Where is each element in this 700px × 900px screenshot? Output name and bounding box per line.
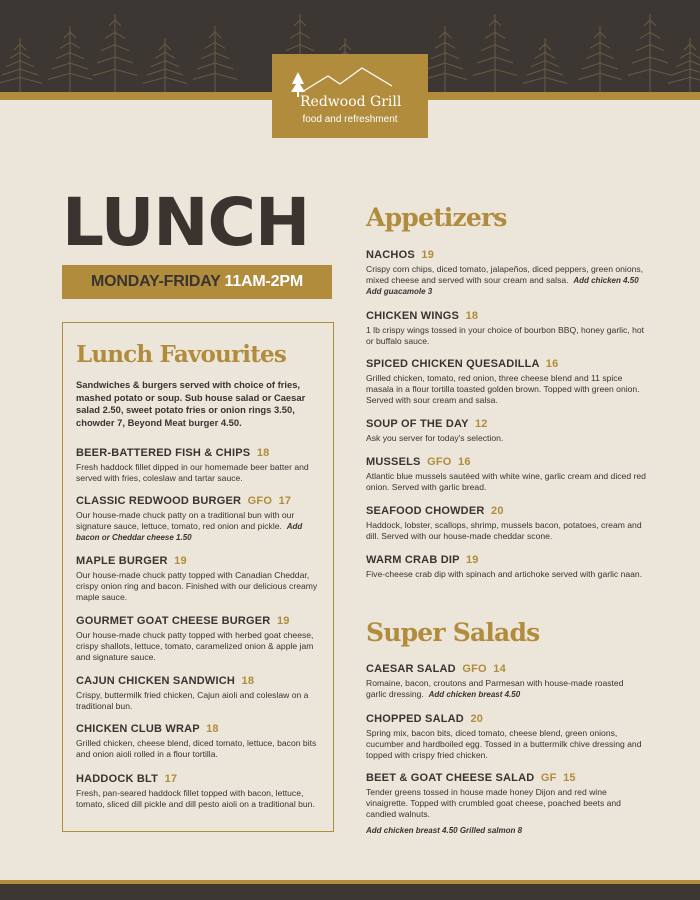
menu-item-description (76, 788, 326, 810)
menu-item-description-text: Romaine, bacon, croutons and Parmesan with house-made roasted garlic dressing. (366, 678, 624, 700)
menu-item-description-text: Fresh, pan-seared haddock fillet topped with bacon, lettuce, tomato, sliced dill pickle and dill pesto aioli on a traditional bun. (76, 788, 315, 810)
menu-item-description (76, 462, 326, 484)
menu-item-diet-tag: GFO (462, 663, 487, 675)
menu-item-description (76, 570, 326, 604)
menu-item-price: 17 (164, 773, 178, 785)
hours-days: MONDAY-FRIDAY (91, 273, 221, 290)
menu-item-description (76, 690, 326, 712)
menu-item (366, 418, 646, 444)
menu-item-heading (76, 447, 326, 459)
menu-item (366, 554, 646, 580)
menu-item-price: 19 (174, 555, 187, 567)
menu-item-description (366, 373, 646, 407)
menu-item-heading (76, 555, 326, 567)
menu-item-name: CLASSIC REDWOOD BURGER (76, 495, 242, 507)
menu-item-heading (366, 418, 646, 430)
menu-item-description (76, 510, 326, 544)
menu-item-description-text: Tender greens tossed in house made honey Dijon and red wine vinaigrette. Topped with crumbled goat cheese, poached beets and candied walnuts. (366, 787, 621, 820)
menu-item (76, 773, 326, 810)
menu-item-heading (366, 713, 646, 725)
menu-item-heading (366, 358, 646, 370)
menu-item (366, 663, 646, 700)
hours-time: 11AM-2PM (224, 273, 303, 290)
menu-item-diet-tag: GFO (427, 456, 452, 468)
menu-item-name: NACHOS (366, 249, 415, 261)
menu-item (76, 555, 326, 604)
menu-item-price: 17 (278, 495, 292, 507)
menu-item-price: 16 (458, 456, 471, 468)
menu-item-heading (76, 773, 326, 785)
menu-item-name: SEAFOOD CHOWDER (366, 505, 485, 517)
bottom-band (0, 884, 700, 900)
menu-item-description-text: Fresh haddock fillet dipped in our homemade beer batter and served with fries, coleslaw and tartar sauce. (76, 462, 309, 484)
menu-item-heading (366, 772, 646, 784)
menu-item-description-text: Atlantic blue mussels sautéed with white wine, garlic cream and diced red onion. Served with garlic bread. (366, 471, 646, 493)
menu-item (366, 249, 646, 298)
menu-item-name: WARM CRAB DIP (366, 554, 460, 566)
menu-item (76, 615, 326, 664)
menu-item-description (366, 433, 646, 444)
menu-item-price: 12 (474, 418, 488, 430)
menu-item-description-text: Our house-made chuck patty on a traditional bun with our signature sauce, lettuce, tomato, red onion and pickle. (76, 510, 295, 532)
menu-item-diet-tag: GFO (247, 495, 273, 507)
menu-item-description (366, 728, 646, 762)
menu-item-heading (366, 310, 646, 322)
menu-item-heading (76, 675, 326, 687)
menu-item-price: 18 (465, 310, 479, 322)
menu-item-description (366, 264, 646, 298)
menu-item-price: 15 (563, 772, 576, 784)
menu-item-description-text: 1 lb crispy wings tossed in your choice of bourbon BBQ, honey garlic, hot or buffalo sauce. (366, 325, 645, 347)
menu-item-addon: Add chicken 4.50 Add guacamole 3 (366, 276, 639, 297)
menu-item (366, 310, 646, 347)
menu-item-heading (76, 615, 326, 627)
menu-item-heading (366, 456, 646, 468)
menu-item-price: 14 (493, 663, 506, 675)
menu-item-heading (366, 554, 646, 566)
menu-item-price: 19 (276, 615, 290, 627)
page-title: LUNCH (62, 184, 310, 261)
menu-item-description-text: Crispy corn chips, diced tomato, jalapeños, diced peppers, green onions, mixed cheese and served with sour cream and salsa. (366, 264, 644, 286)
menu-item-description (366, 471, 646, 493)
menu-item-price: 18 (206, 723, 219, 735)
lunch-favourites-box (62, 322, 334, 832)
menu-item-heading (366, 505, 646, 517)
menu-item-price: 16 (545, 358, 559, 370)
menu-item (366, 456, 646, 493)
menu-item-description (366, 787, 646, 821)
menu-item-diet-tag: GF (540, 772, 557, 784)
menu-item-description (366, 325, 646, 347)
logo (272, 54, 428, 138)
menu-item-description (366, 569, 646, 580)
menu-item-name: GOURMET GOAT CHEESE BURGER (76, 615, 271, 627)
menu-item-heading (366, 663, 646, 675)
menu-item-price: 18 (256, 447, 270, 459)
salads-addon: Add chicken breast 4.50 Grilled salmon 8 (366, 826, 523, 835)
menu-item-heading (76, 495, 326, 507)
menu-item-description-text: Haddock, lobster, scallops, shrimp, mussels bacon, potatoes, cream and dill. Served with our house-made cheddar scone. (366, 520, 642, 542)
menu-item (76, 495, 326, 544)
menu-item-name: SOUP OF THE DAY (366, 418, 469, 430)
menu-item-description-text: Ask you server for today's selection. (366, 433, 504, 443)
menu-item (366, 713, 646, 762)
menu-item-name: MAPLE BURGER (76, 555, 168, 567)
menu-item-description-text: Spring mix, bacon bits, diced tomato, cheese blend, green onions, cucumber and hardboiled egg. Tossed in a buttermilk chive dressing and topped with crispy fried chicken. (366, 728, 642, 761)
menu-item (366, 772, 646, 821)
menu-item-description-text: Five-cheese crab dip with spinach and artichoke served with garlic naan. (366, 569, 643, 579)
menu-item-name: CAESAR SALAD (366, 663, 456, 675)
menu-item-price: 19 (465, 554, 479, 566)
section-title-salads: Super Salads (366, 618, 540, 647)
menu-item-description-text: Grilled chicken, cheese blend, diced tomato, lettuce, bacon bits and onion aioli rolled in a flour tortilla. (76, 738, 317, 760)
menu-item-heading (366, 249, 646, 261)
menu-item-description-text: Grilled chicken, tomato, red onion, three cheese blend and 11 spice masala in a flour tortilla toasted golden brown. Topped with green onion. Served with sour cream and salsa. (366, 373, 640, 406)
menu-item-addon: Add bacon or Cheddar cheese 1.50 (76, 522, 303, 543)
section-title-favourites: Lunch Favourites (76, 341, 287, 368)
menu-item-name: CHICKEN CLUB WRAP (76, 723, 200, 735)
menu-item-name: CHICKEN WINGS (366, 310, 460, 322)
hours-banner (62, 265, 332, 299)
menu-item-description (366, 520, 646, 542)
menu-item-price: 20 (470, 713, 484, 725)
mountain-tree-icon (288, 64, 412, 98)
menu-item-description-text: Crispy, buttermilk fried chicken, Cajun aioli and coleslaw on a traditional bun. (76, 690, 309, 712)
logo-tagline: food and refreshment (302, 114, 398, 125)
section-title-appetizers: Appetizers (366, 203, 507, 232)
menu-item-name: CHOPPED SALAD (366, 713, 464, 725)
menu-item-name: BEET & GOAT CHEESE SALAD (366, 772, 535, 784)
menu-item-price: 19 (421, 249, 435, 261)
menu-item (76, 675, 326, 712)
menu-item-name: BEER-BATTERED FISH & CHIPS (76, 447, 251, 459)
menu-item-price: 20 (491, 505, 504, 517)
menu-item (76, 723, 326, 760)
menu-item-description (76, 630, 326, 664)
menu-item-description-text: Our house-made chuck patty topped with Canadian Cheddar, crispy onion ring and bacon. Finished with our delicious creamy maple sauce. (76, 570, 318, 603)
menu-item-description-text: Our house-made chuck patty topped with herbed goat cheese, crispy shallots, lettuce, tomato, caramelized onion & apple jam and signature sauce. (76, 630, 314, 663)
favourites-intro: Sandwiches & burgers served with choice of fries, mashed potato or soup. Sub house salad or Caesar salad 2.50, sweet potato fries or onion rings 3.50, chowder 7, Beyond Meat burger 4.50. (76, 379, 306, 428)
menu-item-description (76, 738, 326, 760)
menu-item-name: MUSSELS (366, 456, 421, 468)
menu-item-heading (76, 723, 326, 735)
logo-name: Redwood Grill (300, 94, 402, 110)
menu-item-description (366, 678, 646, 700)
menu-item-name: SPICED CHICKEN QUESADILLA (366, 358, 540, 370)
menu-item-addon: Add chicken breast 4.50 (428, 690, 521, 700)
menu-item (366, 505, 646, 542)
menu-item-name: CAJUN CHICKEN SANDWICH (76, 675, 236, 687)
menu-item (76, 447, 326, 484)
menu-item-name: HADDOCK BLT (76, 773, 159, 785)
menu-item-price: 18 (241, 675, 255, 687)
menu-item (366, 358, 646, 407)
